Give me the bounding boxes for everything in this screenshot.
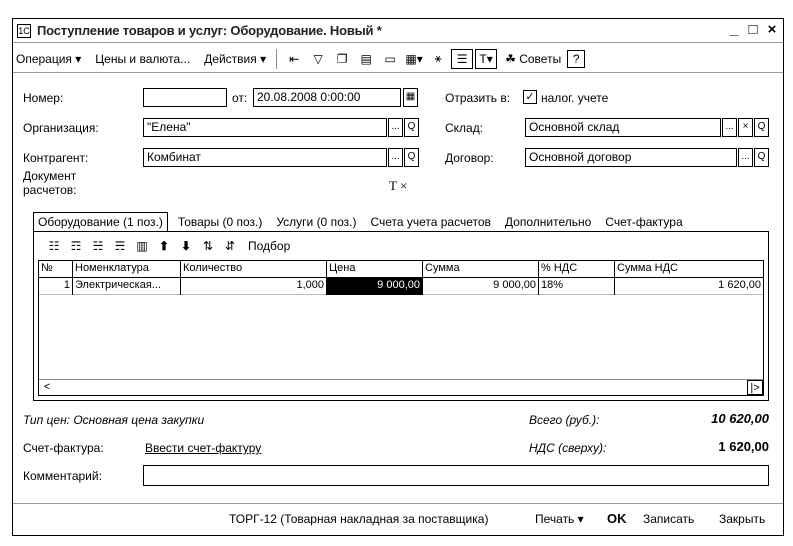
advice-button[interactable]: [505, 52, 561, 66]
save-button[interactable]: Записать: [643, 512, 695, 526]
close-form-button[interactable]: Закрыть: [719, 512, 766, 526]
warehouse-field[interactable]: Основной склад: [525, 118, 721, 137]
number-field[interactable]: [143, 88, 227, 107]
cell-price[interactable]: 9 000,00: [327, 278, 423, 295]
counterparty-field[interactable]: Комбинат: [143, 148, 387, 167]
sort-desc-icon[interactable]: ⇵: [224, 239, 236, 253]
settlement-doc-controls[interactable]: T ×: [389, 178, 408, 193]
sort-asc-icon[interactable]: ⇅: [202, 239, 214, 253]
date-label: от:: [232, 91, 248, 105]
move-icon[interactable]: ▦▾: [405, 51, 423, 66]
document-window: [12, 18, 784, 536]
app-icon: 1С: [18, 25, 30, 36]
help-button[interactable]: ?: [567, 50, 585, 68]
warehouse-open-icon[interactable]: Q: [754, 118, 769, 137]
contract-field[interactable]: Основной договор: [525, 148, 737, 167]
tab-strip: [33, 211, 693, 231]
organization-select-button[interactable]: ...: [388, 118, 403, 137]
invoice-label: Счет-фактура:: [23, 441, 104, 455]
total-label: Всего (руб.):: [529, 413, 600, 427]
cell-quantity[interactable]: 1,000: [181, 278, 327, 295]
counterparty-label: Контрагент:: [23, 151, 89, 165]
organization-label: Организация:: [23, 121, 99, 135]
price-type-label: Тип цен: Основная цена закупки: [23, 413, 205, 427]
move-up-icon[interactable]: ⬆: [158, 239, 170, 253]
arrow-left-icon[interactable]: ⇤: [289, 51, 300, 66]
tab-settlement-accounts[interactable]: Счета учета расчетов: [370, 215, 491, 229]
ok-button[interactable]: OK: [607, 511, 627, 526]
filter-icon[interactable]: ▽: [313, 51, 323, 66]
reflect-label: Отразить в:: [445, 91, 511, 105]
add-row-icon[interactable]: ☷: [48, 239, 60, 253]
counterparty-open-icon[interactable]: Q: [404, 148, 419, 167]
counterparty-select-button[interactable]: ...: [388, 148, 403, 167]
column-header-sum[interactable]: Сумма: [423, 261, 539, 278]
minimize-button[interactable]: _: [729, 21, 739, 38]
advice-icon: ☘: [505, 51, 516, 66]
end-edit-icon[interactable]: ▥: [136, 239, 148, 253]
delete-row-icon[interactable]: ☴: [114, 239, 126, 253]
table-header: [39, 261, 763, 278]
print-button[interactable]: Печать ▾: [535, 512, 584, 526]
copy-row-icon[interactable]: ☶: [70, 239, 82, 253]
scroll-left-icon[interactable]: <: [43, 381, 51, 393]
move-down-icon[interactable]: ⬇: [180, 239, 192, 253]
torg12-button[interactable]: ТОРГ-12 (Товарная накладная за поставщика): [229, 512, 489, 526]
structure-icon[interactable]: ⚹: [434, 51, 442, 65]
contract-open-icon[interactable]: Q: [754, 148, 769, 167]
tab-additional[interactable]: Дополнительно: [504, 215, 592, 229]
grid-toolbar: [44, 236, 290, 256]
register-icon[interactable]: ☰: [451, 49, 473, 69]
column-header-price[interactable]: Цена: [327, 261, 423, 278]
horizontal-scrollbar[interactable]: [39, 379, 763, 395]
enter-invoice-link[interactable]: Ввести счет-фактуру: [145, 441, 262, 455]
warehouse-clear-icon[interactable]: ×: [738, 118, 753, 137]
comment-field[interactable]: [143, 465, 769, 486]
document-icon[interactable]: ▭: [384, 51, 396, 66]
vat-value: 1 620,00: [718, 439, 769, 454]
title-bar: [13, 19, 783, 43]
calendar-icon[interactable]: ▦: [403, 88, 418, 107]
cell-item[interactable]: Электрическая...: [73, 278, 181, 295]
footer-bar: [13, 503, 783, 535]
settlement-doc-label-1: Документ: [23, 169, 77, 183]
cell-sum[interactable]: 9 000,00: [423, 278, 539, 295]
operation-menu[interactable]: Операция ▾: [16, 51, 82, 66]
comment-label: Комментарий:: [23, 469, 102, 483]
toolbar-separator: [276, 49, 277, 69]
warehouse-label: Склад:: [445, 121, 484, 135]
cell-vat-sum[interactable]: 1 620,00: [718, 279, 761, 291]
contract-label: Договор:: [445, 151, 494, 165]
total-value: 10 620,00: [711, 411, 769, 426]
warehouse-select-button[interactable]: ...: [722, 118, 737, 137]
contract-select-button[interactable]: ...: [738, 148, 753, 167]
organization-open-icon[interactable]: Q: [404, 118, 419, 137]
tab-equipment[interactable]: Оборудование (1 поз.): [33, 212, 168, 231]
maximize-button[interactable]: □: [748, 21, 758, 38]
print-icon[interactable]: ▤: [360, 51, 372, 66]
t-icon[interactable]: T▾: [475, 49, 497, 69]
organization-field[interactable]: "Елена": [143, 118, 387, 137]
equipment-table: [38, 260, 764, 396]
date-field[interactable]: 20.08.2008 0:00:00: [253, 88, 401, 107]
number-label: Номер:: [23, 91, 64, 105]
edit-row-icon[interactable]: ☵: [92, 239, 104, 253]
selection-button[interactable]: Подбор: [248, 239, 291, 253]
tax-accounting-checkbox[interactable]: ✓: [523, 90, 537, 104]
table-row[interactable]: [39, 278, 763, 295]
tab-goods[interactable]: Товары (0 поз.): [177, 215, 263, 229]
settlement-doc-label-2: расчетов:: [23, 183, 77, 197]
cell-number[interactable]: 1: [39, 278, 73, 295]
cell-vat-rate[interactable]: 18%: [539, 278, 615, 295]
column-header-quantity[interactable]: Количество: [181, 261, 327, 278]
tab-services[interactable]: Услуги (0 поз.): [276, 215, 357, 229]
tab-invoice[interactable]: Счет-фактура: [605, 215, 683, 229]
tax-accounting-label: налог. учете: [541, 91, 609, 105]
vat-label: НДС (сверху):: [529, 441, 607, 455]
advice-label: Советы: [519, 51, 562, 66]
actions-menu[interactable]: Действия ▾: [204, 51, 267, 66]
copy-icon[interactable]: ❐: [336, 51, 348, 66]
prices-button[interactable]: Цены и валюта...: [95, 51, 191, 66]
column-header-number[interactable]: №: [39, 261, 73, 278]
close-button[interactable]: ×: [767, 21, 777, 38]
column-header-item[interactable]: Номенклатура: [73, 261, 181, 278]
window-title: Поступление товаров и услуг: Оборудование. Новый *: [37, 23, 382, 38]
column-header-vat-sum[interactable]: Сумма НДС: [617, 262, 678, 274]
equipment-tab-panel: [33, 231, 769, 401]
main-toolbar: [13, 45, 783, 73]
column-header-vat-rate[interactable]: % НДС: [539, 261, 615, 278]
scroll-right-icon[interactable]: |>: [747, 380, 763, 395]
